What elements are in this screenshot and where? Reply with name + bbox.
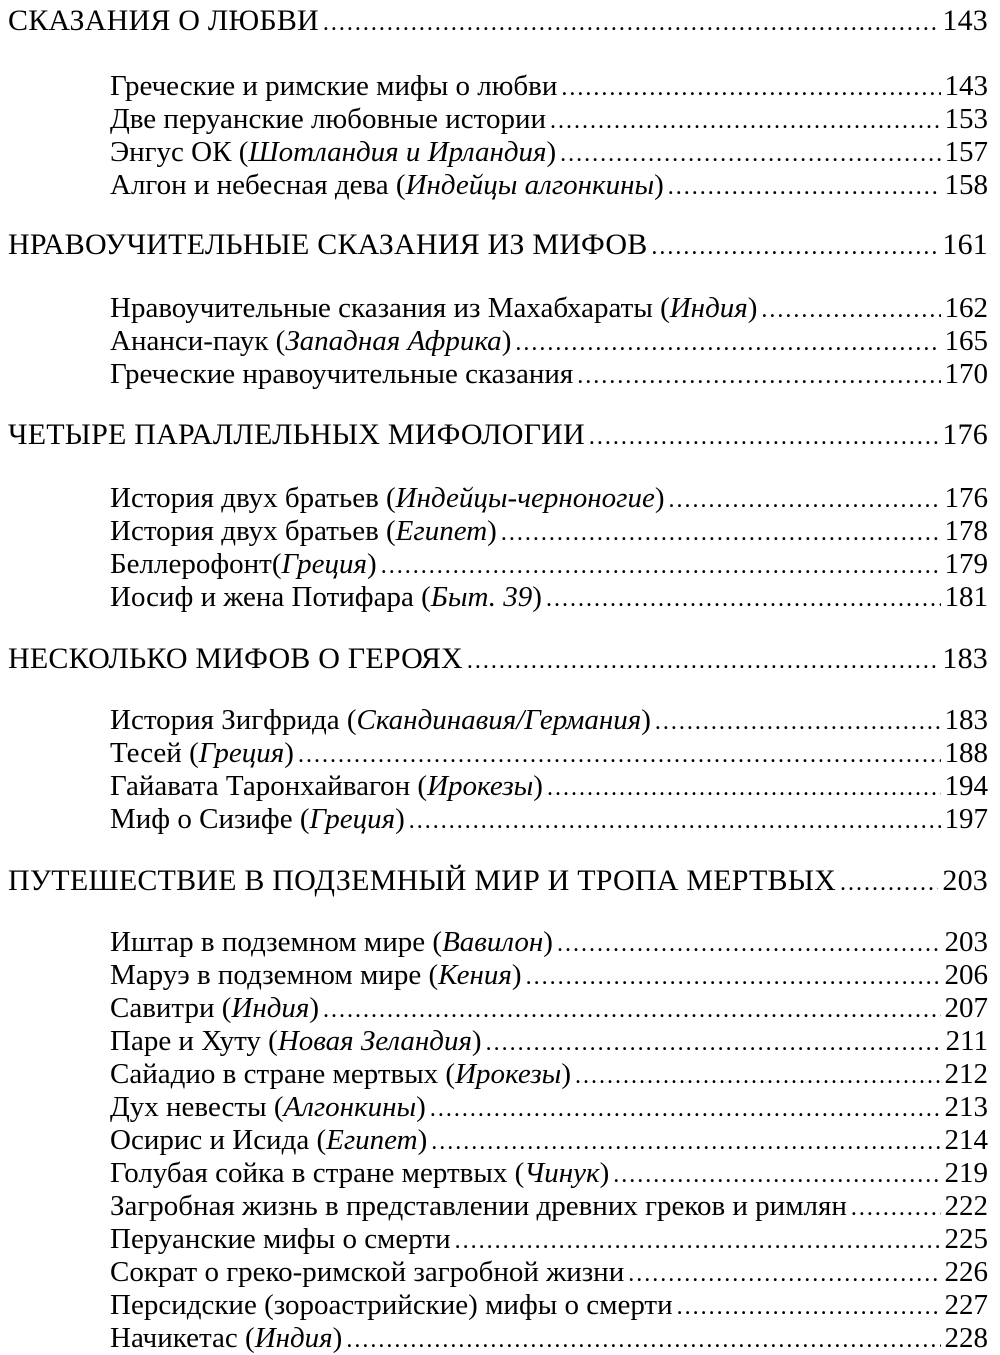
toc-entry <box>110 1124 988 1157</box>
entry-region: Индейцы алгонкины <box>405 169 655 201</box>
section-entries <box>110 292 988 391</box>
toc-entry <box>110 482 988 515</box>
entry-title: Сайадио в стране мертвых (Ирокезы) <box>110 1058 571 1090</box>
entry-page: 212 <box>944 1058 988 1090</box>
toc-entry <box>110 136 988 169</box>
entry-title: Дух невесты (Алгонкины) <box>110 1091 426 1123</box>
entry-page: 219 <box>944 1157 988 1189</box>
leader-dots <box>613 1163 940 1187</box>
toc-entry <box>110 581 988 614</box>
toc-entry <box>110 1025 988 1058</box>
entry-title: Тесей (Греция) <box>110 737 294 769</box>
entry-page: 170 <box>944 358 988 390</box>
entry-page: 227 <box>944 1289 988 1321</box>
section-heading-page: 176 <box>942 418 988 451</box>
leader-dots <box>526 965 941 989</box>
section-heading <box>8 864 988 904</box>
entry-page: 228 <box>944 1322 988 1354</box>
entry-region: Индейцы-черноногие <box>395 482 655 514</box>
entry-page: 222 <box>944 1190 988 1222</box>
entry-region: Греция <box>281 548 368 580</box>
section-heading-page: 161 <box>942 228 988 261</box>
entry-title: Осирис и Исида (Египет) <box>110 1124 428 1156</box>
entry-title: Персидские (зороастрийские) мифы о смерти <box>110 1289 673 1321</box>
section-heading-title: СКАЗАНИЯ О ЛЮБВИ <box>8 4 319 37</box>
leader-dots <box>455 1229 941 1253</box>
leader-dots <box>430 1097 941 1121</box>
entry-page: 183 <box>944 704 988 736</box>
entry-page: 157 <box>944 136 988 168</box>
entry-region: Индия <box>231 992 310 1024</box>
entry-region: Египет <box>395 515 488 547</box>
leader-dots <box>547 776 941 800</box>
entry-region: Ирокезы <box>427 770 534 802</box>
entry-title: Две перуанские любовные истории <box>110 103 546 135</box>
entry-page: 225 <box>944 1223 988 1255</box>
entry-title: Маруэ в подземном мире (Кения) <box>110 959 522 991</box>
entry-title: Греческие нравоучительные сказания <box>110 358 574 390</box>
section-heading-title: НЕСКОЛЬКО МИФОВ О ГЕРОЯХ <box>8 642 463 675</box>
toc-entry <box>110 103 988 136</box>
toc-entry <box>110 1091 988 1124</box>
entry-region: Быт. 39 <box>430 581 533 613</box>
entry-region: Западная Африка <box>285 325 502 357</box>
leader-dots <box>486 1031 942 1055</box>
leader-dots <box>668 175 941 199</box>
section-heading-page: 203 <box>942 864 988 897</box>
entry-page: 153 <box>944 103 988 135</box>
toc-entry <box>110 770 988 803</box>
entry-title: История Зигфрида (Скандинавия/Германия) <box>110 704 651 736</box>
toc-entry <box>110 169 988 202</box>
entry-title: Греческие и римские мифы о любви <box>110 70 558 102</box>
section-heading-title: НРАВОУЧИТЕЛЬНЫЕ СКАЗАНИЯ ИЗ МИФОВ <box>8 228 648 261</box>
toc-entry <box>110 1157 988 1190</box>
entry-region: Ирокезы <box>455 1058 562 1090</box>
leader-dots <box>577 364 940 388</box>
toc-entry <box>110 926 988 959</box>
leader-dots <box>546 587 941 611</box>
toc-entry <box>110 1289 988 1322</box>
entry-page: 179 <box>944 548 988 580</box>
entry-region: Вавилон <box>442 926 544 958</box>
entry-region: Египет <box>326 1124 418 1156</box>
entry-page: 181 <box>944 581 988 613</box>
entry-region: Греция <box>309 803 396 835</box>
leader-dots <box>346 1328 940 1352</box>
leader-dots <box>560 142 940 166</box>
toc-entry <box>110 1058 988 1091</box>
leader-dots <box>575 1064 941 1088</box>
leader-dots <box>628 1262 940 1286</box>
leader-dots <box>467 649 939 673</box>
leader-dots <box>298 743 941 767</box>
toc-entry <box>110 515 988 548</box>
entry-page: 206 <box>944 959 988 991</box>
entry-page: 213 <box>944 1091 988 1123</box>
section-entries <box>110 70 988 202</box>
toc-entry <box>110 803 988 836</box>
entry-page: 214 <box>944 1124 988 1156</box>
entry-page: 207 <box>944 992 988 1024</box>
section-heading-page: 143 <box>942 4 988 37</box>
section-heading-title: ЧЕТЫРЕ ПАРАЛЛЕЛЬНЫХ МИФОЛОГИИ <box>8 418 585 451</box>
entry-page: 162 <box>944 292 988 324</box>
entry-page: 211 <box>945 1025 988 1057</box>
entry-title: Энгус ОК (Шотландия и Ирландия) <box>110 136 557 168</box>
leader-dots <box>655 710 941 734</box>
entry-title: Иосиф и жена Потифара (Быт. 39) <box>110 581 542 613</box>
entry-page: 176 <box>944 482 988 514</box>
entry-title: Ананси-паук (Западная Африка) <box>110 325 512 357</box>
toc-entry <box>110 1223 988 1256</box>
entry-title: Начикетас (Индия) <box>110 1322 343 1354</box>
entry-region: Шотландия и Ирландия <box>248 136 547 168</box>
entry-title: Сократ о греко-римской загробной жизни <box>110 1256 625 1288</box>
toc-entry <box>110 1322 988 1355</box>
section-entries <box>110 704 988 836</box>
leader-dots <box>840 871 938 895</box>
toc-entry <box>110 959 988 992</box>
leader-dots <box>323 11 938 35</box>
section-entries <box>110 926 988 1355</box>
leader-dots <box>651 235 938 259</box>
section-heading-title: ПУТЕШЕСТВИЕ В ПОДЗЕМНЫЙ МИР И ТРОПА МЕРТВЫХ <box>8 864 836 897</box>
toc-entry <box>110 737 988 770</box>
toc-entry <box>110 1190 988 1223</box>
entry-page: 178 <box>944 515 988 547</box>
leader-dots <box>669 488 941 512</box>
entry-title: Гайавата Таронхайвагон (Ирокезы) <box>110 770 543 802</box>
toc-entry <box>110 325 988 358</box>
entry-page: 188 <box>944 737 988 769</box>
entry-title: Перуанские мифы о смерти <box>110 1223 451 1255</box>
section-heading <box>8 418 988 458</box>
entry-region: Греция <box>198 737 285 769</box>
entry-page: 197 <box>944 803 988 835</box>
leader-dots <box>589 425 938 449</box>
entry-title: Загробная жизнь в представлении древних греков и римлян <box>110 1190 847 1222</box>
leader-dots <box>381 554 941 578</box>
entry-title: Савитри (Индия) <box>110 992 320 1024</box>
toc-entry <box>110 992 988 1025</box>
entry-region: Новая Зеландия <box>277 1025 472 1057</box>
toc-entry <box>110 292 988 325</box>
entry-title: Алгон и небесная дева (Индейцы алгонкины) <box>110 169 664 201</box>
entry-region: Кения <box>438 959 512 991</box>
leader-dots <box>431 1130 940 1154</box>
leader-dots <box>761 298 940 322</box>
entry-region: Алгонкины <box>283 1091 417 1123</box>
leader-dots <box>501 521 941 545</box>
leader-dots <box>677 1295 941 1319</box>
section-heading-page: 183 <box>942 642 988 675</box>
entry-page: 194 <box>944 770 988 802</box>
entry-page: 143 <box>944 70 988 102</box>
entry-region: Индия <box>254 1322 333 1354</box>
leader-dots <box>550 109 941 133</box>
entry-page: 203 <box>944 926 988 958</box>
entry-title: Паре и Хуту (Новая Зеландия) <box>110 1025 482 1057</box>
entry-title: Беллерофонт(Греция) <box>110 548 377 580</box>
entry-page: 165 <box>944 325 988 357</box>
entry-page: 226 <box>944 1256 988 1288</box>
entry-page: 158 <box>944 169 988 201</box>
toc-entry <box>110 1256 988 1289</box>
leader-dots <box>515 331 940 355</box>
entry-region: Индия <box>669 292 748 324</box>
entry-title: История двух братьев (Египет) <box>110 515 497 547</box>
section-heading <box>8 642 988 682</box>
toc-entry <box>110 358 988 391</box>
entry-title: Нравоучительные сказания из Махабхараты (Индия) <box>110 292 758 324</box>
toc-entry <box>110 70 988 103</box>
entry-title: Голубая сойка в стране мертвых (Чинук) <box>110 1157 610 1189</box>
leader-dots <box>323 998 940 1022</box>
section-heading <box>8 4 988 44</box>
leader-dots <box>851 1196 941 1220</box>
toc-entry <box>110 704 988 737</box>
entry-title: Миф о Сизифе (Греция) <box>110 803 405 835</box>
leader-dots <box>557 932 941 956</box>
entry-region: Чинук <box>524 1157 600 1189</box>
entry-region: Скандинавия/Германия <box>356 704 642 736</box>
toc-entry <box>110 548 988 581</box>
leader-dots <box>409 809 941 833</box>
entry-title: Иштар в подземном мире (Вавилон) <box>110 926 553 958</box>
section-entries <box>110 482 988 614</box>
section-heading <box>8 228 988 268</box>
leader-dots <box>561 76 940 100</box>
entry-title: История двух братьев (Индейцы-черноногие) <box>110 482 665 514</box>
